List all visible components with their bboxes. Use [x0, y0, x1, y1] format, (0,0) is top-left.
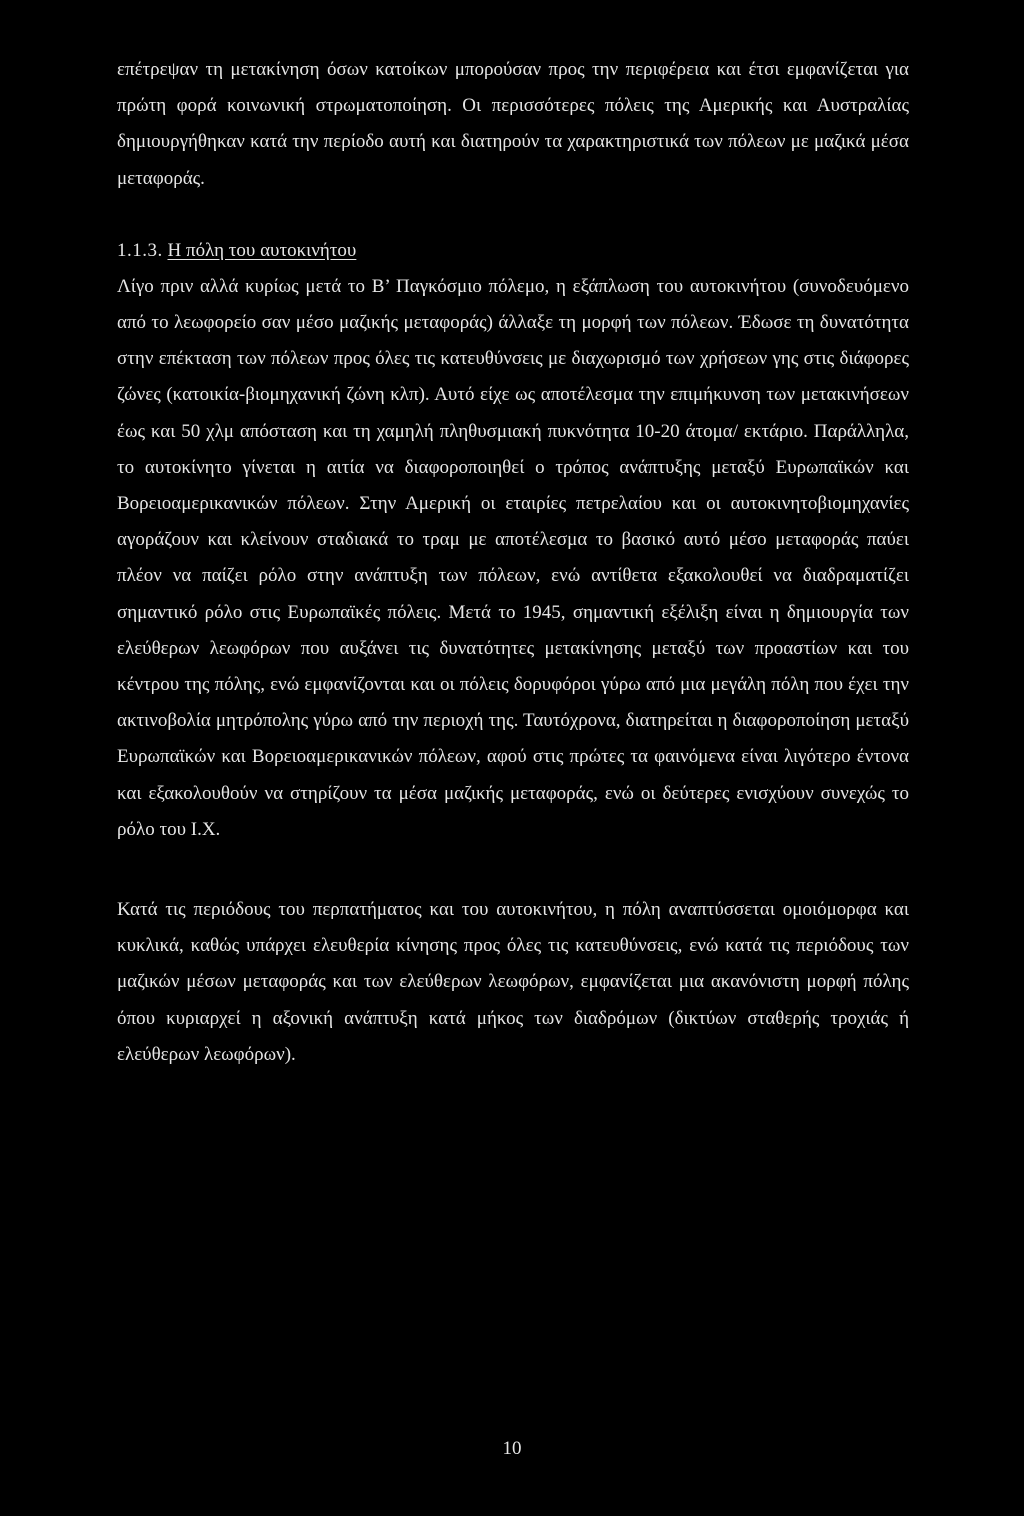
- section-number: 1.1.3.: [117, 239, 163, 261]
- closing-paragraph: Κατά τις περιόδους του περπατήματος και του αυτοκινήτου, η πόλη αναπτύσσεται ομοιόμορφα και κυκλικά, καθώς υπάρχει ελευθερία κίνησης προς όλες τις κατευθύνσεις, ενώ κατά τις περιόδους των μαζικών μέσων μεταφοράς και των ελεύθερων λεωφόρων, εμφανίζεται μια ακανόνιστη μορφή πόλης όπου κυριαρχεί η αξονική ανάπτυξη κατά μήκος των διαδρόμων (δικτύων σταθερής τροχιάς ή ελεύθερων λεωφόρων).: [117, 899, 909, 1065]
- section-heading: [117, 233, 909, 269]
- document-page: [117, 52, 909, 1073]
- main-paragraph: Λίγο πριν αλλά κυρίως μετά το Β’ Παγκόσμιο πόλεμο, η εξάπλωση του αυτοκινήτου (συνοδευόμενο από το λεωφορείο σαν μέσο μαζικής μεταφοράς) άλλαξε τη μορφή των πόλεων. Έδωσε τη δυνατότητα στην επέκταση των πόλεων προς όλες τις κατευθύνσεις με διαχωρισμό των χρήσεων γης στις διάφορες ζώνες (κατοικία-βιομηχανική ζώνη κλπ). Αυτό είχε ως αποτέλεσμα την επιμήκυνση των μετακινήσεων έως και 50 χλμ απόσταση και τη χαμηλή πληθυσμιακή πυκνότητα 10-20 άτομα/ εκτάριο. Παράλληλα, το αυτοκίνητο γίνεται η αιτία να διαφοροποιηθεί ο τρόπος ανάπτυξης μεταξύ Ευρωπαϊκών και Βορειοαμερικανικών πόλεων. Στην Αμερική οι εταιρίες πετρελαίου και οι αυτοκινητοβιομηχανίες αγοράζουν και κλείνουν σταδιακά το τραμ με αποτέλεσμα το βασικό αυτό μέσο μεταφοράς παύει πλέον να παίζει ρόλο στην ανάπτυξη των πόλεων, ενώ αντίθετα εξακολουθεί να διαδραματίζει σημαντικό ρόλο στις Ευρωπαϊκές πόλεις. Μετά το 1945, σημαντική εξέλιξη είναι η δημιουργία των ελεύθερων λεωφόρων που αυξάνει τις δυνατότητες μετακίνησης μεταξύ των προαστίων και του κέντρου της πόλης, ενώ εμφανίζονται και οι πόλεις δορυφόροι γύρω από μια μεγάλη πόλη που έχει την ακτινοβολία μητρόπολης γύρω από την περιοχή της. Ταυτόχρονα, διατηρείται η διαφοροποίηση μεταξύ Ευρωπαϊκών και Βορειοαμερικανικών πόλεων, αφού στις πρώτες τα φαινόμενα είναι λιγότερο έντονα και εξακολουθούν να στηρίζουν τα μέσα μαζικής μεταφοράς, ενώ οι δεύτερες ενισχύουν συνεχώς το ρόλο του Ι.Χ.: [117, 275, 909, 840]
- intro-paragraph: επέτρεψαν τη μετακίνηση όσων κατοίκων μπορούσαν προς την περιφέρεια και έτσι εμφανίζεται για πρώτη φορά κοινωνική στρωματοποίηση. Οι περισσότερες πόλεις της Αμερικής και Αυστραλίας δημιουργήθηκαν κατά την περίοδο αυτή και διατηρούν τα χαρακτηριστικά των πόλεων με μαζικά μέσα μεταφοράς.: [117, 59, 909, 189]
- section-title: Η πόλη του αυτοκινήτου: [167, 239, 357, 261]
- page-number: 10: [502, 1438, 522, 1459]
